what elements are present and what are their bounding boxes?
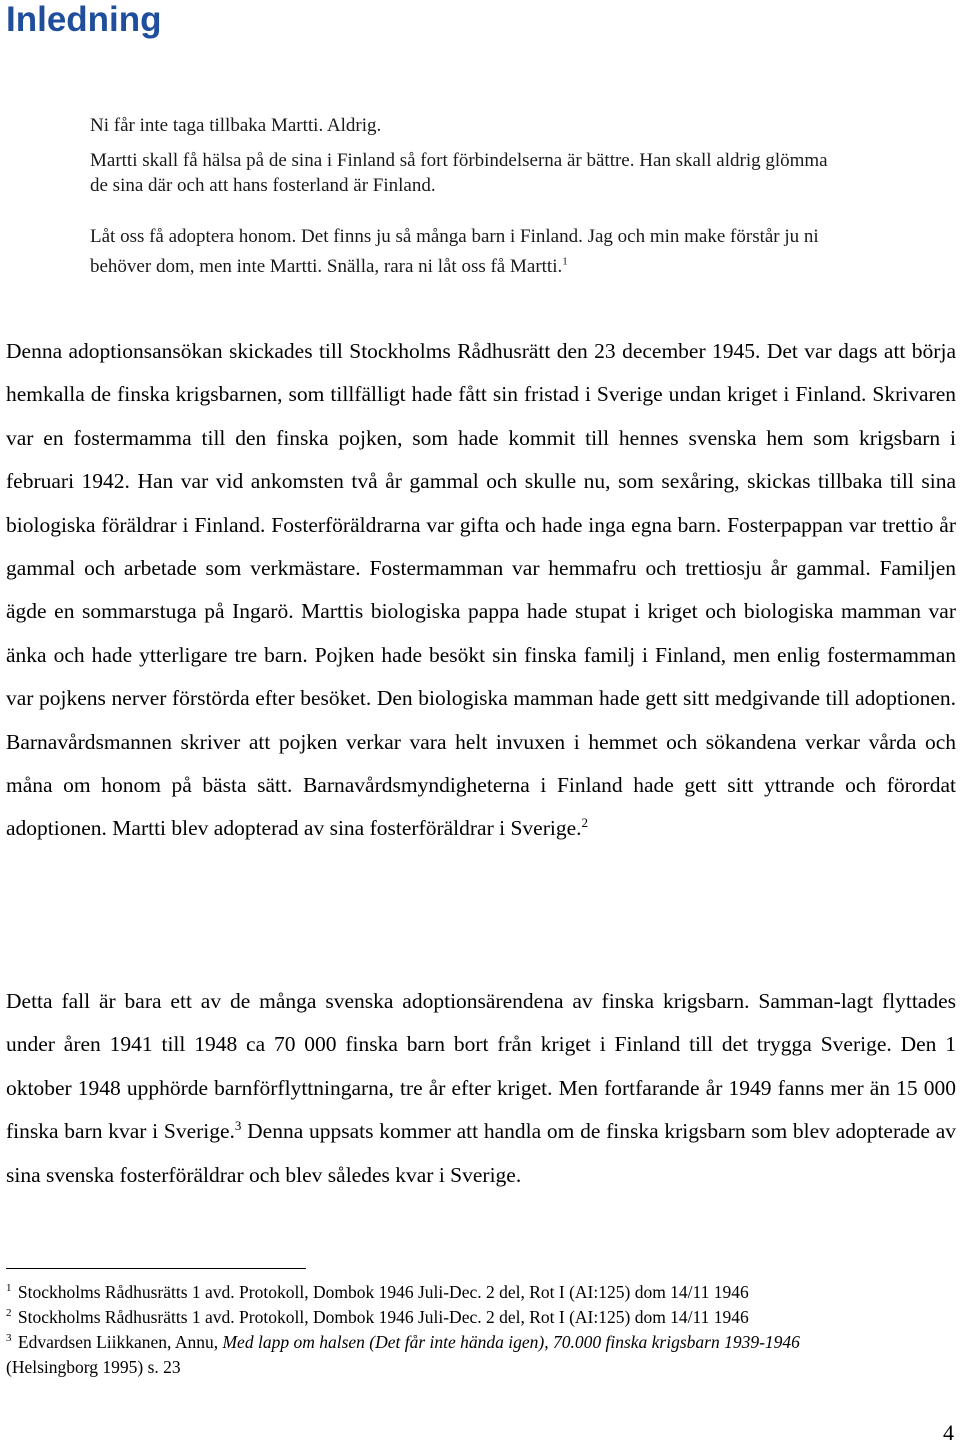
page-heading: Inledning (6, 0, 162, 39)
footnote-title: Med lapp om halsen (Det får inte hända igen), 70.000 finska krigsbarn 1939-1946 (222, 1332, 800, 1352)
footnote-text: (Helsingborg 1995) s. 23 (6, 1357, 181, 1377)
footnotes (6, 1280, 956, 1380)
quote-text: Martti skall få hälsa på de sina i Finland så fort förbindelserna är bättre. Han skall aldrig glömma de sina där och att hans fosterland är Finland. (90, 150, 828, 196)
quote-line-1 (90, 114, 830, 138)
body-paragraph-1 (6, 330, 956, 851)
footnote-number: 1 (6, 1282, 12, 1295)
paragraph-text: Denna adoptionsansökan skickades till Stockholms Rådhusrätt den 23 december 1945. Det var dags att börja hemkalla de finska krigsbarnen, som tillfälligt hade fått sin fristad i Sverige undan kriget i Finland. Skrivaren var en fostermamma till den finska pojken, som hade kommit till hennes svenska hem som krigsbarn i februari 1942. Han var vid ankomsten två år gammal och skulle nu, som sexåring, skickas tillbaka till sina biologiska föräldrar i Finland. Fosterföräldrarna var gifta och hade inga egna barn. Fosterpappan var trettio år gammal och arbetade som verkmästare. Fostermamman var hemmafru och trettiosju år gammal. Familjen ägde en sommarstuga på Ingarö. Marttis biologiska pappa hade stupat i kriget och biologiska mamman var änka och hade ytterligare tre barn. Pojken hade besökt sin finska familj i Finland, men enlig fostermamman var pojkens nerver förstörda efter besöket. Den biologiska mamman hade gett sitt medgivande till adoptionen. Barnavårdsmannen skriver att pojken verkar vara helt invuxen i hemmet och sökandena verkar vårda och måna om honom på bästa sätt. Barnavårdsmyndigheterna i Finland hade gett sitt yttrande och förordat adoptionen. Martti blev adopterad av sina fosterföräldrar i Sverige. (6, 339, 956, 841)
footnote-ref: 2 (581, 815, 589, 831)
quote-text (90, 222, 830, 282)
paragraph-text: Denna uppsats kommer att handla om de finska krigsbarn som blev adopterade av sina svenska fosterföräldrar och blev således kvar i Sverige. (6, 1119, 956, 1187)
footnote-ref: 1 (562, 255, 568, 268)
footnote-number: 3 (6, 1332, 12, 1345)
footnote-2 (6, 1305, 956, 1330)
footnote-number: 2 (6, 1307, 12, 1320)
quote-line-2 (90, 148, 830, 198)
page-number: 4 (943, 1420, 954, 1445)
body-paragraph-2 (6, 980, 956, 1197)
paragraph-text: Detta fall är bara ett av de många svenska adoptionsärendena av finska krigsbarn. Samman-lagt flyttades under åren 1941 till 1948 ca 70 000 finska barn bort från kriget i Finland till det trygga Sverige. Den 1 oktober 1948 upphörde barnförflyttningarna, tre år efter kriget. Men fortfarande år 1949 fanns mer än 15 000 finska barn kvar i Sverige. (6, 989, 956, 1144)
footnote-ref: 3 (234, 1118, 242, 1134)
footnote-text: Stockholms Rådhusrätts 1 avd. Protokoll, Dombok 1946 Juli-Dec. 2 del, Rot I (AI:125) dom 14/11 1946 (17, 1307, 749, 1327)
footnote-text: Stockholms Rådhusrätts 1 avd. Protokoll, Dombok 1946 Juli-Dec. 2 del, Rot I (AI:125) dom 14/11 1946 (17, 1282, 749, 1302)
quote-text-body: Låt oss få adoptera honom. Det finns ju så många barn i Finland. Jag och min make förstår ju ni behöver dom, men inte Martti. Snälla, rara ni låt oss få Martti. (90, 226, 819, 277)
footnote-1 (6, 1280, 956, 1305)
quote-line-3 (90, 222, 830, 282)
quote-text: Ni får inte taga tillbaka Martti. Aldrig. (90, 115, 382, 136)
footnote-divider (6, 1268, 306, 1269)
footnote-3 (6, 1330, 956, 1355)
footnote-3-continued (6, 1355, 956, 1380)
footnote-author: Edvardsen Liikkanen, Annu, (17, 1332, 223, 1352)
